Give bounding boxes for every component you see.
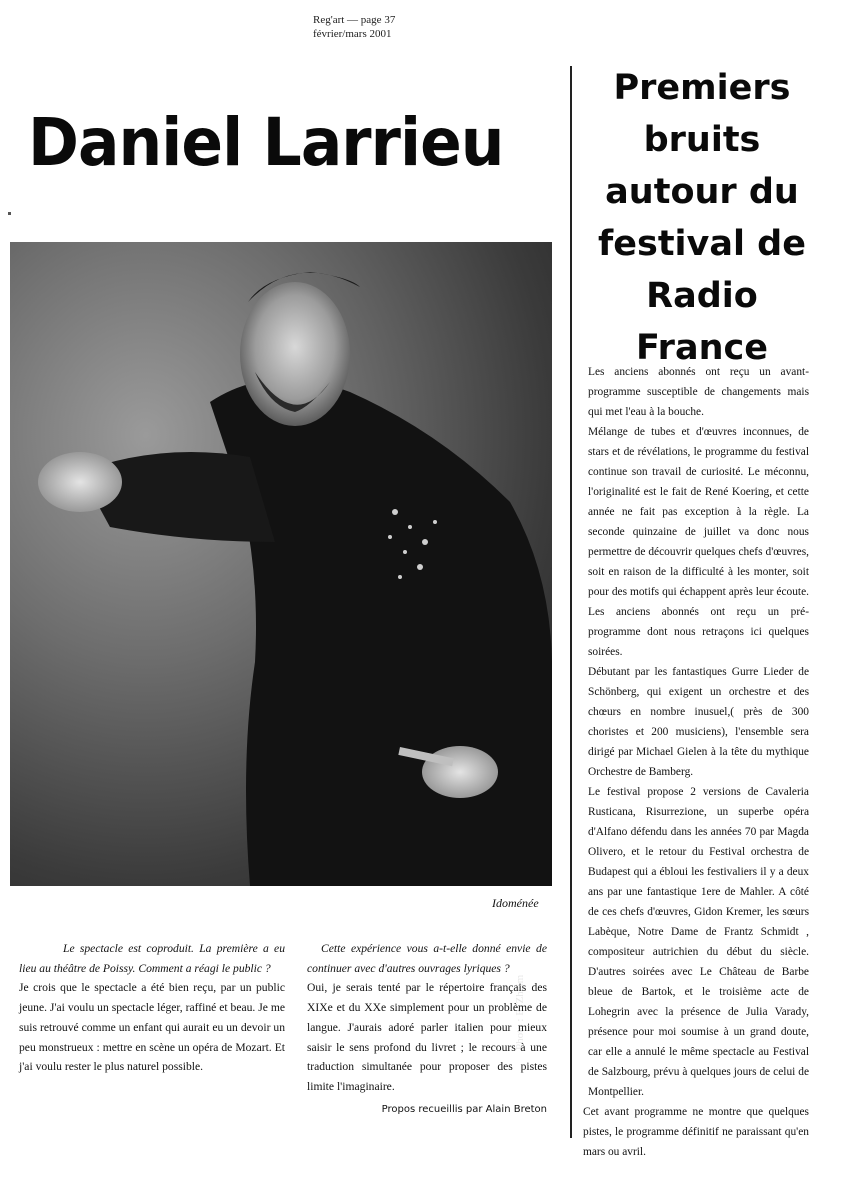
- title-line: autour du: [605, 172, 799, 212]
- scan-mark: [8, 212, 11, 215]
- interview-column-2: [307, 939, 547, 1119]
- title-line: festival de: [598, 224, 806, 264]
- sidebar-article-title: [578, 62, 826, 374]
- answer-1: Je crois que le spectacle a été bien reçu, par un public jeune. J'ai voulu un spectacle léger, raffiné et beau. Je me suis retrouvé comme un enfant qui aurait eu un devoir un peu monstrueux : mettre en scène un opéra de Mozart. Et j'ai voulu rester le plus naturel possible.: [19, 981, 285, 1074]
- body-paragraph: Cet avant programme ne montre que quelques pistes, le programme définitif ne paraissant qu'en mars ou avril.: [583, 1106, 809, 1158]
- photo-illustration: [10, 242, 552, 886]
- article-title: Daniel Larrieu: [28, 104, 504, 181]
- title-line: bruits: [643, 120, 761, 160]
- running-header-date: février/mars 2001: [313, 28, 392, 40]
- sidebar-article-body: [583, 362, 809, 1162]
- photo-credit: Photo : E. Zheim: [514, 974, 526, 1050]
- body-paragraph: Le festival propose 2 versions de Cavaleria Rusticana, Risurrezione, un superbe opéra d'Alfano défendu dans les années 70 par Magda Olivero, et le retour du Festival orchestra de Budapest qui a ébloui les festivaliers il y a deux ans par une fantastique 1ere de Mahler. A côté de ces chefs d'œuvres, Gidon Kremer, les sœurs Labèque, Notre Dame de Frantz Schmidt , compositeur autrichien du début du siècle. D'autres soirées avec Le Château de Barbe bleue de Bartok, et le troisième acte de Lohegrin avec la présence de Julia Varady, présence pour moi soumise à un grand doute, car elle a annulé le même spectacle au Festival de Salzbourg, prévu à quelques jours de celui de Montpellier.: [588, 786, 809, 1098]
- body-paragraph: Les anciens abonnés ont reçu un avant-programme susceptible de changements mais qui met l'eau à la bouche.: [588, 366, 809, 418]
- question-1: Le spectacle est coproduit. La première a eu lieu au théâtre de Poissy. Comment a réagi le public ?: [19, 942, 285, 975]
- title-line: Radio France: [636, 276, 768, 368]
- title-line: Premiers: [613, 68, 791, 108]
- photo-caption: Idoménée: [492, 896, 539, 910]
- question-2: Cette expérience vous a-t-elle donné envie de continuer avec d'autres ouvrages lyriques ?: [307, 942, 547, 975]
- body-paragraph: Débutant par les fantastiques Gurre Lieder de Schönberg, qui exigent un orchestre et des chœurs en nombre inusuel,( près de 300 choristes et 200 musiciens), l'ensemble sera dirigé par Michael Gielen à la tête du mythique Orchestre de Bamberg.: [588, 666, 809, 778]
- column-divider: [570, 66, 572, 1138]
- body-paragraph: Mélange de tubes et d'œuvres inconnues, de stars et de révélations, le programme du festival continue son travail de curiosité. Le méconnu, l'originalité est le fait de René Koering, et cette année ne fait pas exception à la règle. La seconde quinzaine de juillet va donc nous permettre de découvrir quelques chefs d'œuvres, soit en raison de la difficulté à les monter, soit pour des motifs qui échappent après leur écoute. Les anciens abonnés ont reçu un pré-programme dont nous retraçons ici quelques soirées.: [588, 426, 809, 658]
- interview-credit: Propos recueillis par Alain Breton: [381, 1103, 547, 1115]
- running-header-page: Reg'art — page 37: [313, 14, 396, 26]
- interview-column-1: [19, 939, 285, 1077]
- answer-2: Oui, je serais tenté par le répertoire français des XIXe et du XXe simplement pour un problème de langue. J'aurais adoré parler italien pour mieux saisir le sens profond du livret ; le recours à une traduction simultanée pour proposer des pistes limite l'imaginaire.: [307, 981, 547, 1093]
